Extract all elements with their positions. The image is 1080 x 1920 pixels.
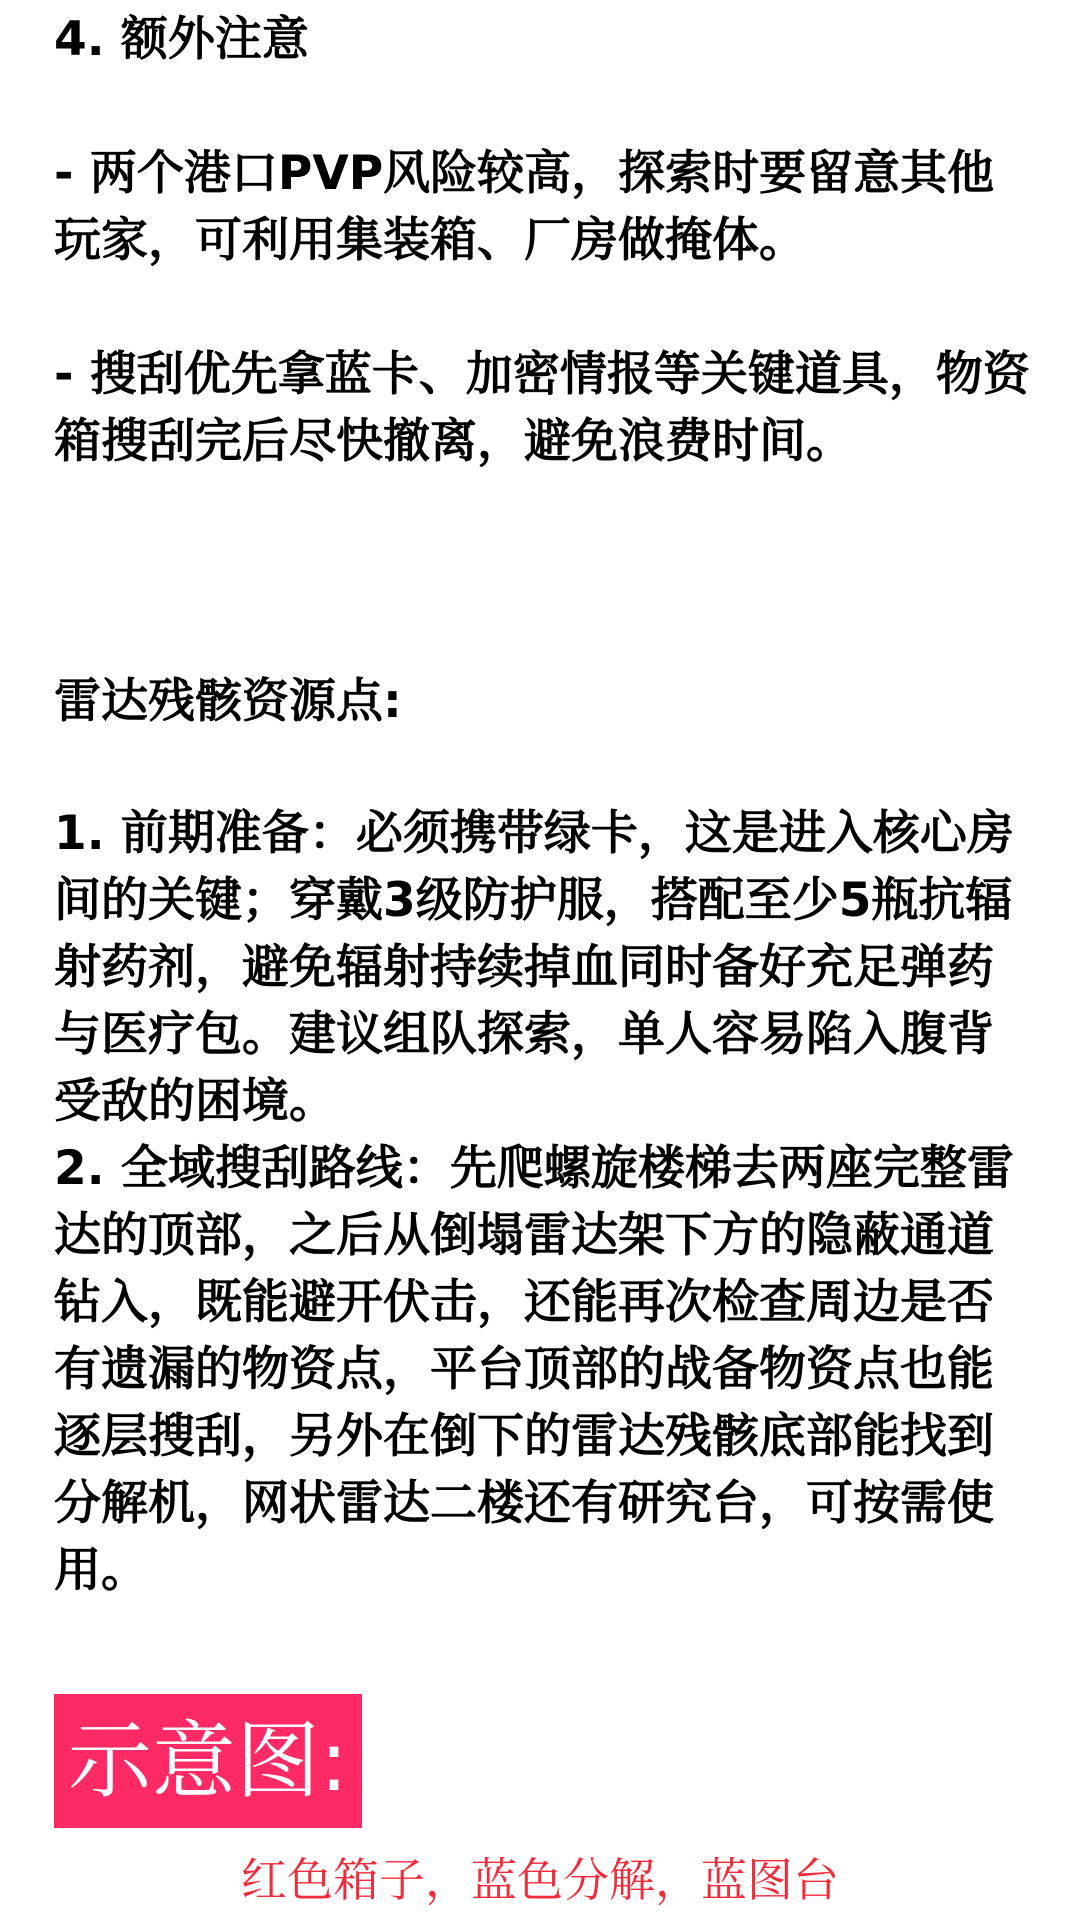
step-loot-route: 2. 全域搜刮路线：先爬螺旋楼梯去两座完整雷达的顶部，之后从倒塌雷达架下方的隐蔽通道钻入，既能避开伏击，还能再次检查周边是否有遗漏的物资点，平台顶部的战备物资点也能逐层搜刮，另外在倒下的雷达残骸底部能找到分解机，网状雷达二楼还有研究台，可按需使用。 bbox=[54, 1141, 1014, 1598]
note-loot-priority: - 搜刮优先拿蓝卡、加密情报等关键道具，物资箱搜刮完后尽快撤离，避免浪费时间。 bbox=[54, 347, 1030, 469]
diagram-legend-caption: 红色箱子，蓝色分解，蓝图台 bbox=[241, 1853, 839, 1907]
diagram-banner: 示意图: bbox=[54, 1694, 362, 1828]
note-pvp-risk: - 两个港口PVP风险较高，探索时要留意其他玩家，可利用集装箱、厂房做掩体。 bbox=[54, 146, 995, 268]
step-preparation: 1. 前期准备：必须携带绿卡，这是进入核心房间的关键；穿戴3级防护服，搭配至少5瓶抗辐射药剂，避免辐射持续掉血同时备好充足弹药与医疗包。建议组队探索，单人容易陷入腹背受敌的困境。 bbox=[54, 806, 1014, 1129]
section-heading-radar-wreck: 雷达残骸资源点: bbox=[54, 674, 402, 729]
section-heading-extra-notes: 4. 额外注意 bbox=[54, 12, 309, 67]
